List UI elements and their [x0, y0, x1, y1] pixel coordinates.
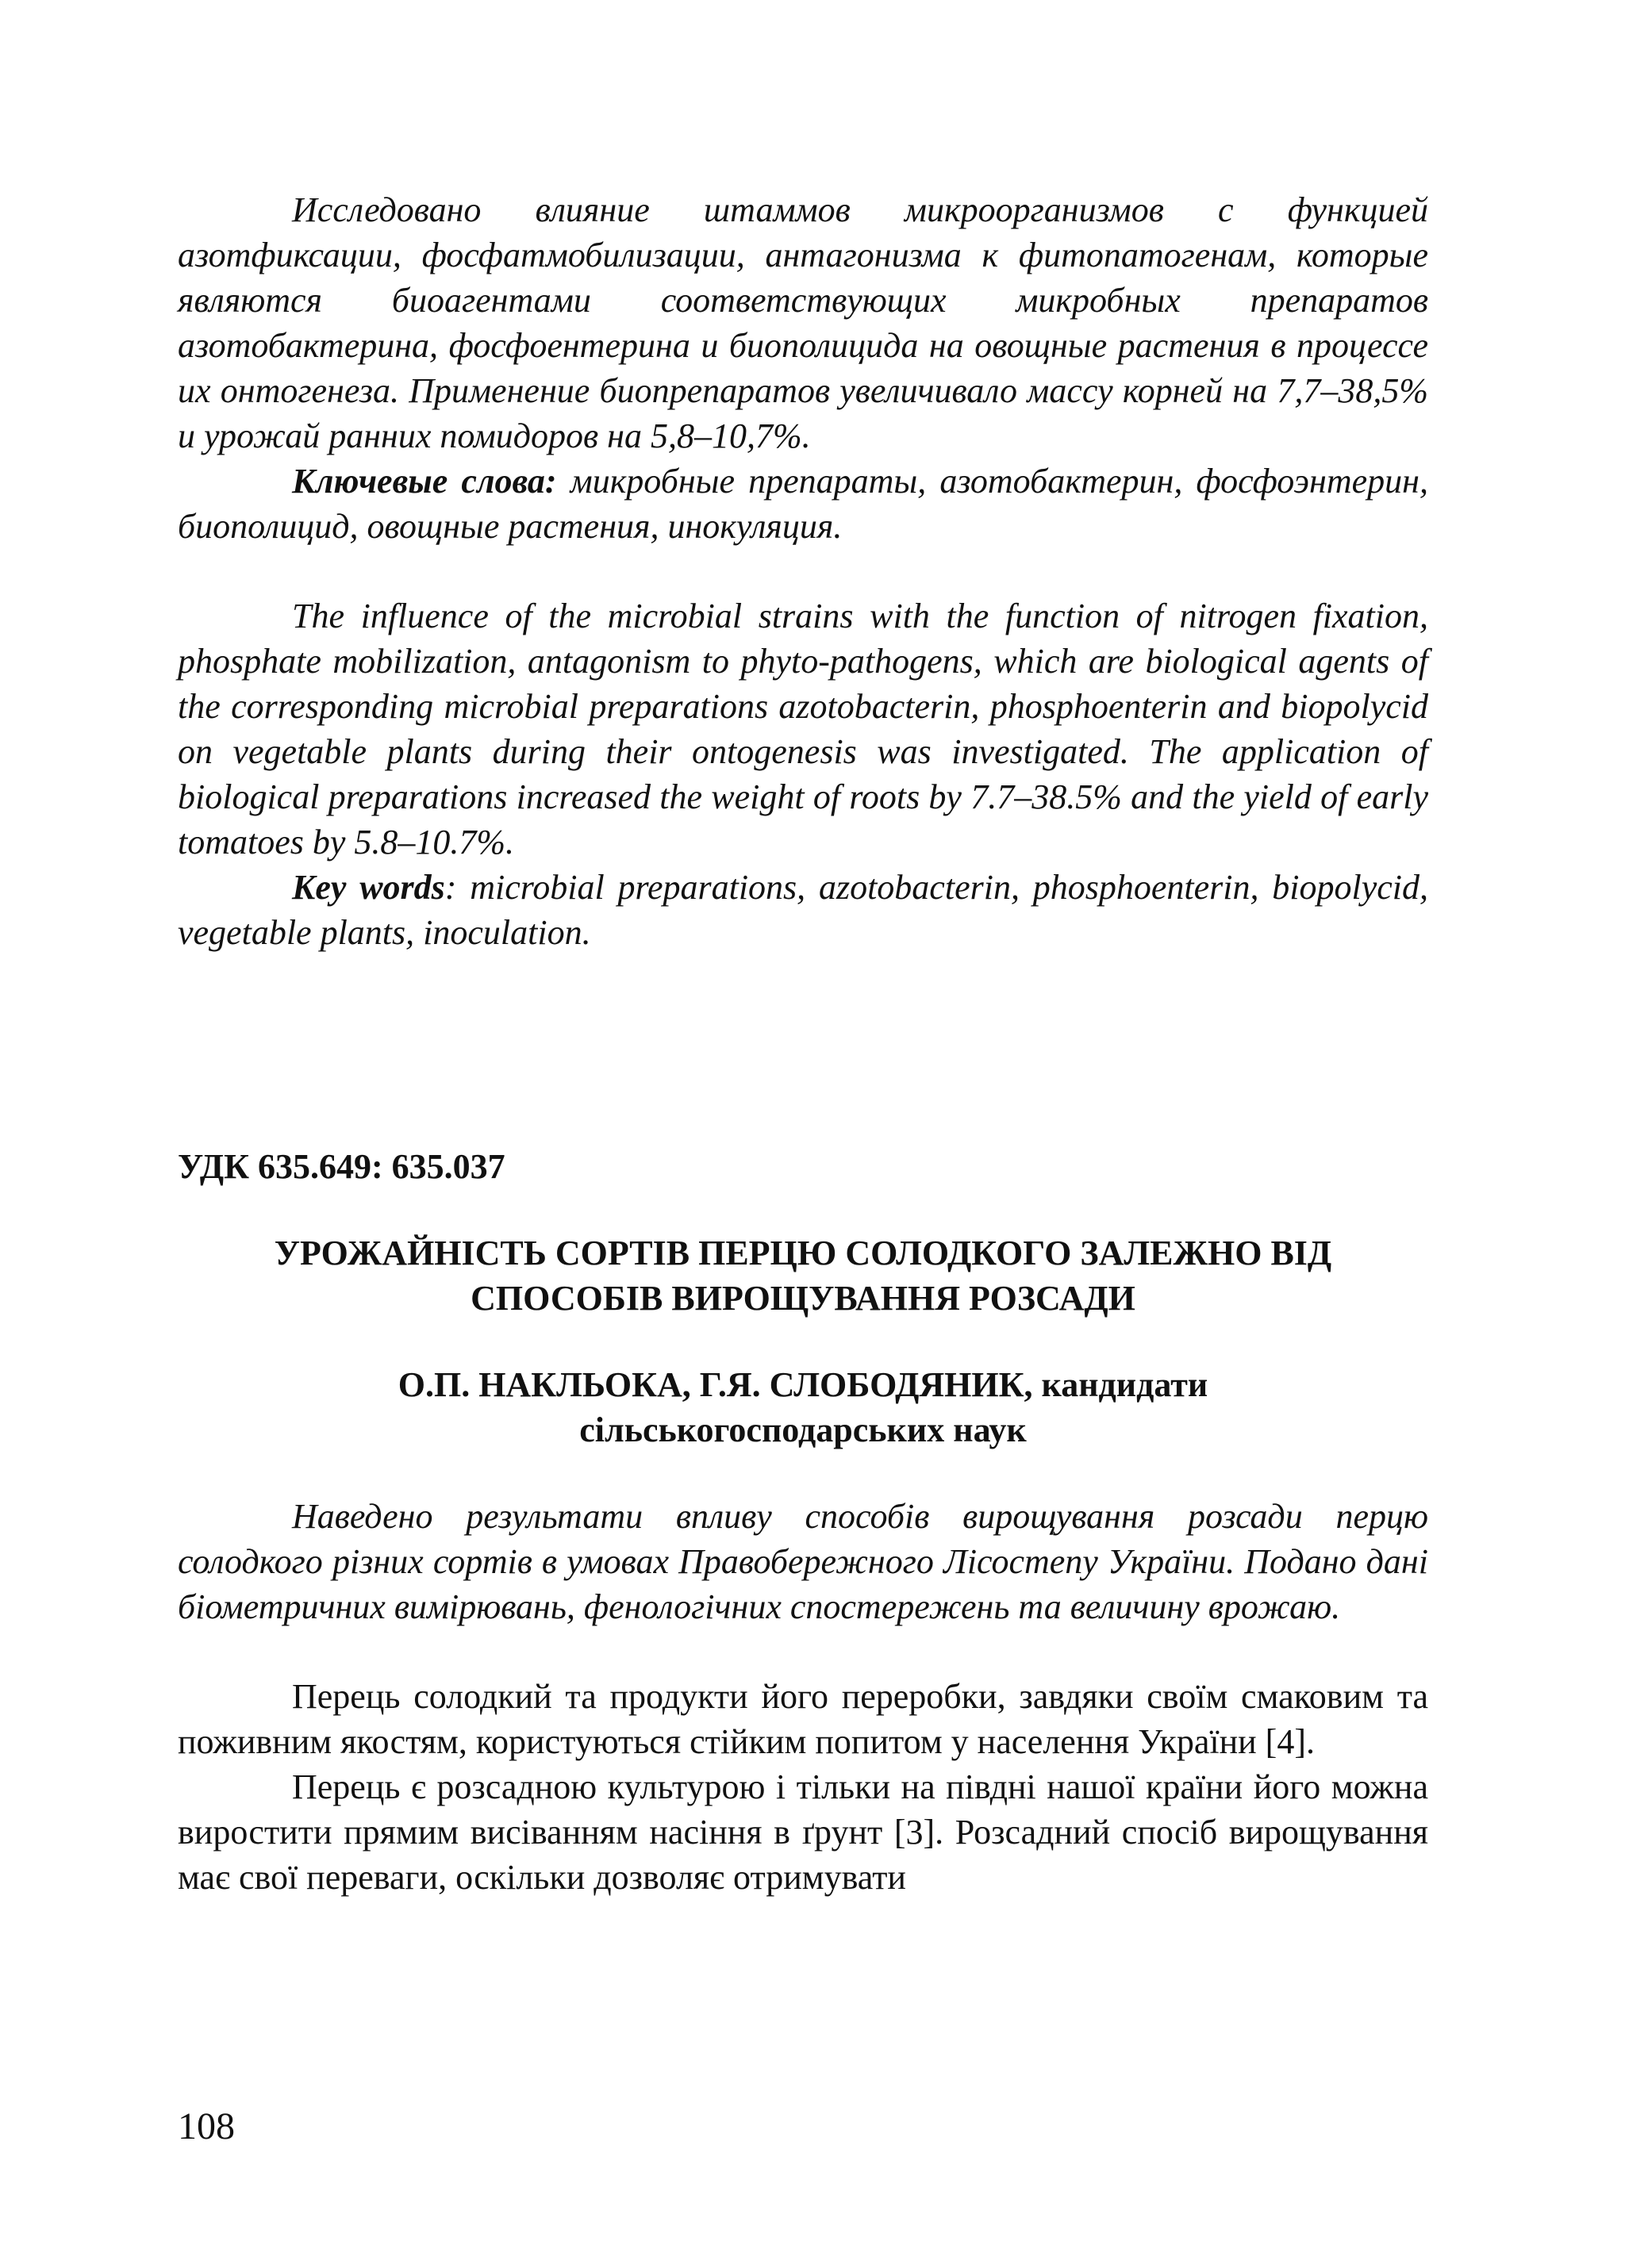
body-paragraph-1: Перець солодкий та продукти його переробки, завдяки своїм смаковим та поживним якостям, користуються стійким попитом у населення України [4].	[178, 1677, 1428, 1761]
article-title-line-1: УРОЖАЙНІСТЬ СОРТІВ ПЕРЦЮ СОЛОДКОГО ЗАЛЕЖНО ВІД	[274, 1234, 1332, 1272]
keywords-ru-label: Ключевые слова:	[292, 462, 557, 501]
article-authors-line-2: сільськогосподарських наук	[579, 1410, 1027, 1449]
article-title-line-2: СПОСОБІВ ВИРОЩУВАННЯ РОЗСАДИ	[471, 1279, 1135, 1318]
article-authors-line-1: О.П. НАКЛЬОКА, Г.Я. СЛОБОДЯНИК, кандидати	[398, 1365, 1208, 1404]
abstract-ua: Наведено результати впливу способів вирощування розсади перцю солодкого різних сортів в умовах Правобережного Лісостепу України. Подано дані біометричних вимірювань, фенологічних спостережень та величину врожаю.	[178, 1497, 1428, 1626]
keywords-en-label: Key words	[292, 868, 445, 907]
body-paragraph-2: Перець є розсадною культурою і тільки на півдні нашої країни його можна виростити прямим висіванням насіння в ґрунт [3]. Розсадний спосіб вирощування має свої переваги, оскільки дозволяє отримувати	[178, 1767, 1428, 1897]
page-content	[178, 187, 1428, 1900]
article-title	[178, 1230, 1428, 1321]
article-authors	[178, 1362, 1428, 1453]
keywords-en	[178, 865, 1428, 955]
udc-code: УДК 635.649: 635.037	[178, 1147, 505, 1186]
keywords-ru-text: микробные препараты, азотобактерин, фосфоэнтерин, биополицид, овощные растения, инокуляция.	[178, 462, 1429, 546]
keywords-ru	[178, 459, 1428, 549]
abstract-ru: Исследовано влияние штаммов микроорганизмов с функцией азотфиксации, фосфатмобилизации, антагонизма к фитопатогенам, которые являются биоагентами соответствующих микробных препаратов азотобактерина, фосфоентерина и биополицида на овощные растения в процессе их онтогенеза. Применение биопрепаратов увеличивало массу корней на 7,7–38,5% и урожай ранних помидоров на 5,8–10,7%.	[178, 190, 1428, 455]
abstract-en: The influence of the microbial strains with the function of nitrogen fixation, phosphate mobilization, antagonism to phyto-pathogens, which are biological agents of the corresponding microbial preparations azotobacterin, phosphoenterin and biopolycid on vegetable plants during their ontogenesis was investigated. The application of biological preparations increased the weight of roots by 7.7–38.5% and the yield of early tomatoes by 5.8–10.7%.	[178, 597, 1428, 862]
keywords-en-text: : microbial preparations, azotobacterin, phosphoenterin, biopolycid, vegetable plants, inoculation.	[178, 868, 1428, 952]
page-number: 108	[178, 2105, 235, 2147]
